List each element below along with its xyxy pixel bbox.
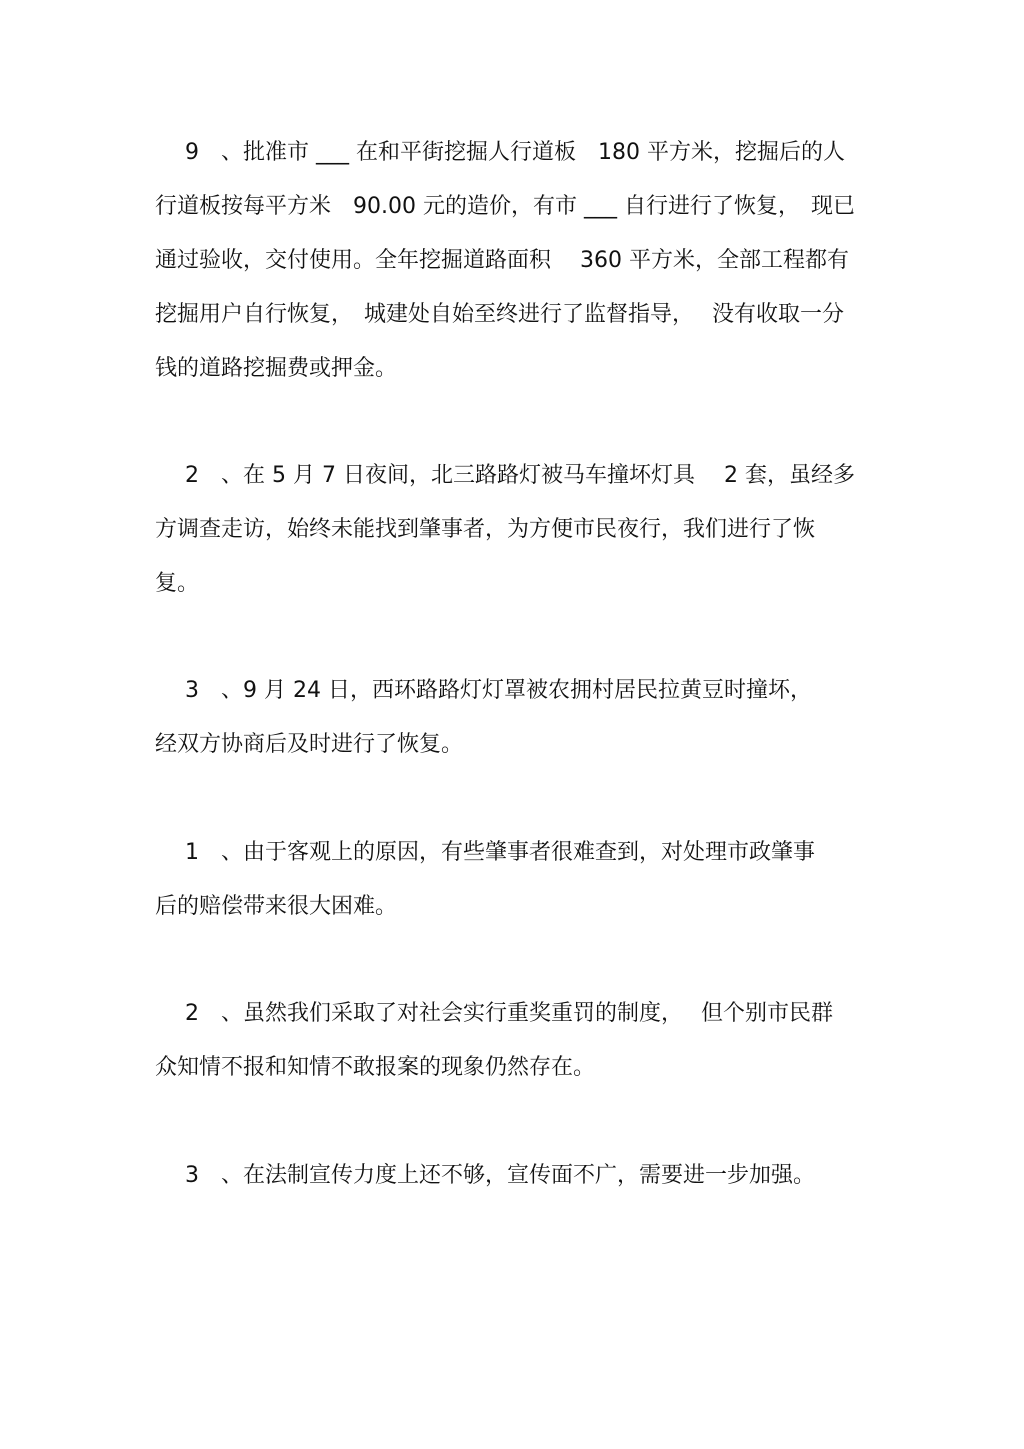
text-line: 9 、批准市 ___ 在和平街挖掘人行道板 180 平方米，挖掘后的人 (185, 140, 845, 165)
text-line: 钱的道路挖掘费或押金。 (155, 356, 398, 381)
text-line: 挖掘用户自行恢复， 城建处自始至终进行了监督指导， 没有收取一分 (155, 302, 844, 327)
text-line: 1 、由于客观上的原因，有些肇事者很难查到，对处理市政肇事 (185, 840, 815, 865)
text-line: 复。 (155, 571, 200, 596)
text-line: 行道板按每平方米 90.00 元的造价，有市 ___ 自行进行了恢复， 现已 (155, 194, 855, 219)
text-line: 方调查走访，始终未能找到肇事者，为方便市民夜行，我们进行了恢 (155, 517, 816, 542)
text-line: 2 、在 5 月 7 日夜间，北三路路灯被马车撞坏灯具 2 套，虽经多 (185, 463, 855, 488)
text-line: 3 、9 月 24 日，西环路路灯灯罩被农拥村居民拉黄豆时撞坏， (185, 678, 812, 703)
text-line: 2 、虽然我们采取了对社会实行重奖重罚的制度， 但个别市民群 (185, 1001, 833, 1026)
text-line: 众知情不报和知情不敢报案的现象仍然存在。 (155, 1055, 596, 1080)
text-line: 通过验收，交付使用。全年挖掘道路面积 360 平方米，全部工程都有 (155, 248, 849, 273)
text-line: 后的赔偿带来很大困难。 (155, 894, 398, 919)
text-line: 3 、在法制宣传力度上还不够，宣传面不广，需要进一步加强。 (185, 1163, 815, 1188)
text-line: 经双方协商后及时进行了恢复。 (155, 732, 464, 757)
